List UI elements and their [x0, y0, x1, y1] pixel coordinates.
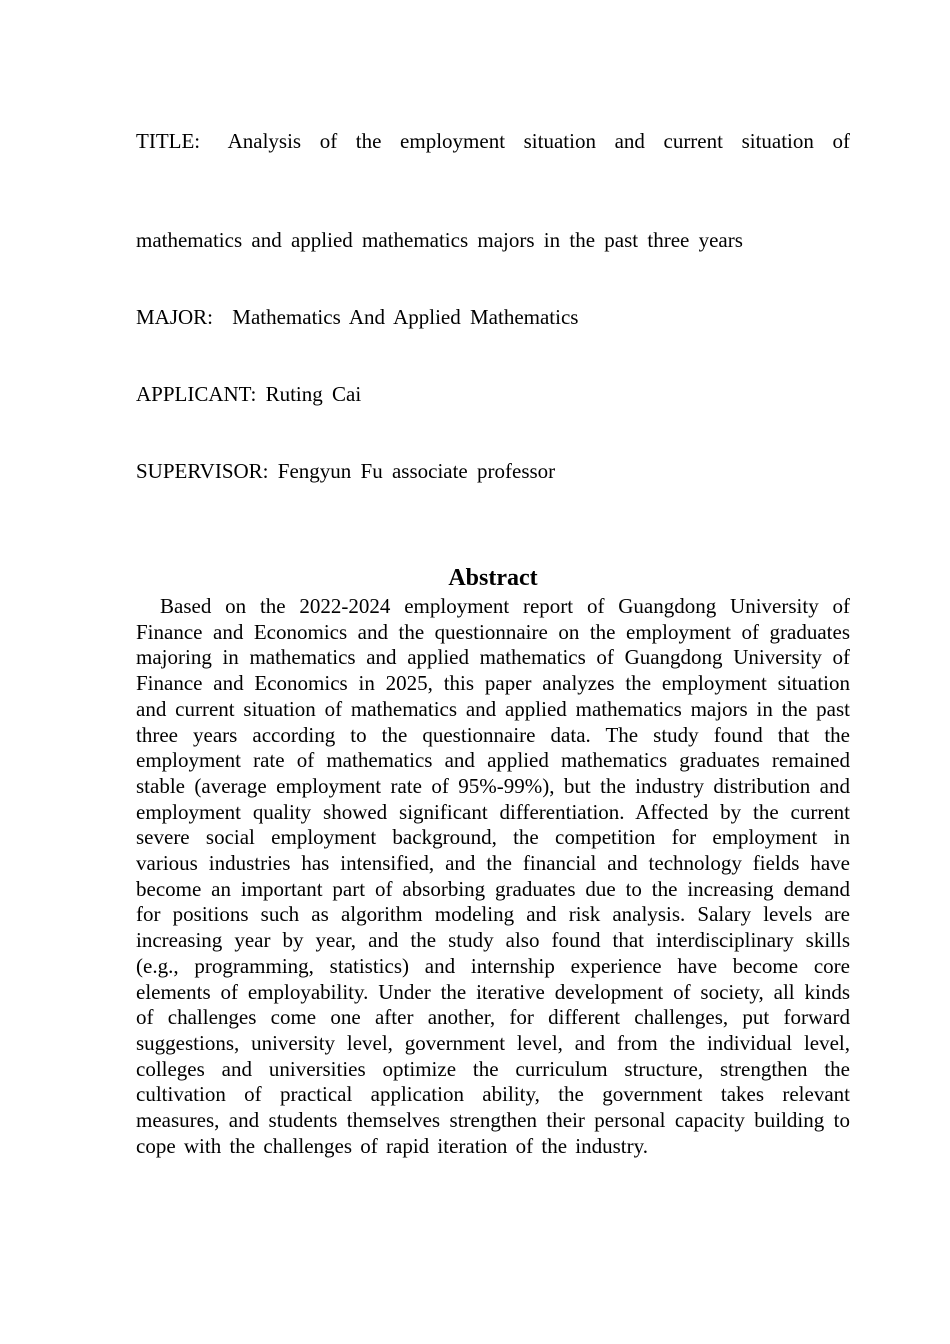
title-label: TITLE:: [136, 129, 201, 153]
major-line: [136, 304, 578, 330]
title-line-1: [136, 128, 850, 154]
applicant-value: Ruting Cai: [265, 382, 362, 406]
title-line-2: [136, 227, 743, 253]
title-text-line-1: Analysis of the employment situation and current situation of: [227, 129, 850, 153]
supervisor-label: SUPERVISOR:: [136, 459, 269, 483]
abstract-heading: Abstract: [448, 565, 538, 591]
major-label: MAJOR:: [136, 305, 214, 329]
major-value: Mathematics And Applied Mathematics: [232, 305, 579, 329]
title-text-line-2: mathematics and applied mathematics majors in the past three years: [136, 228, 743, 252]
supervisor-value: Fengyun Fu associate professor: [277, 459, 556, 483]
abstract-body: Based on the 2022-2024 employment report of Guangdong University of Finance and Economics and the questionnaire on the employment of graduates majoring in mathematics and applied mathematics of Guangdong University of Finance and Economics in 2025, this paper analyzes the employment situation and current situation of mathematics and applied mathematics majors in the past three years according to the questionnaire data. The study found that the employment rate of mathematics and applied mathematics graduates remained stable (average employment rate of 95%-99%), but the industry distribution and employment quality showed significant differentiation. Affected by the current severe social employment background, the competition for employment in various industries has intensified, and the financial and technology fields have become an important part of absorbing graduates due to the increasing demand for positions such as algorithm modeling and risk analysis. Salary levels are increasing year by year, and the study also found that interdisciplinary skills (e.g., programming, statistics) and internship experience have become core elements of employability. Under the iterative development of society, all kinds of challenges come one after another, for different challenges, put forward suggestions, university level, government level, and from the individual level, colleges and universities optimize the curriculum structure, strengthen the cultivation of practical application ability, the government takes relevant measures, and students themselves strengthen their personal capacity building to cope with the challenges of rapid iteration of the industry.: [136, 594, 850, 1158]
applicant-line: [136, 381, 361, 407]
supervisor-line: [136, 458, 555, 484]
applicant-label: APPLICANT:: [136, 382, 257, 406]
